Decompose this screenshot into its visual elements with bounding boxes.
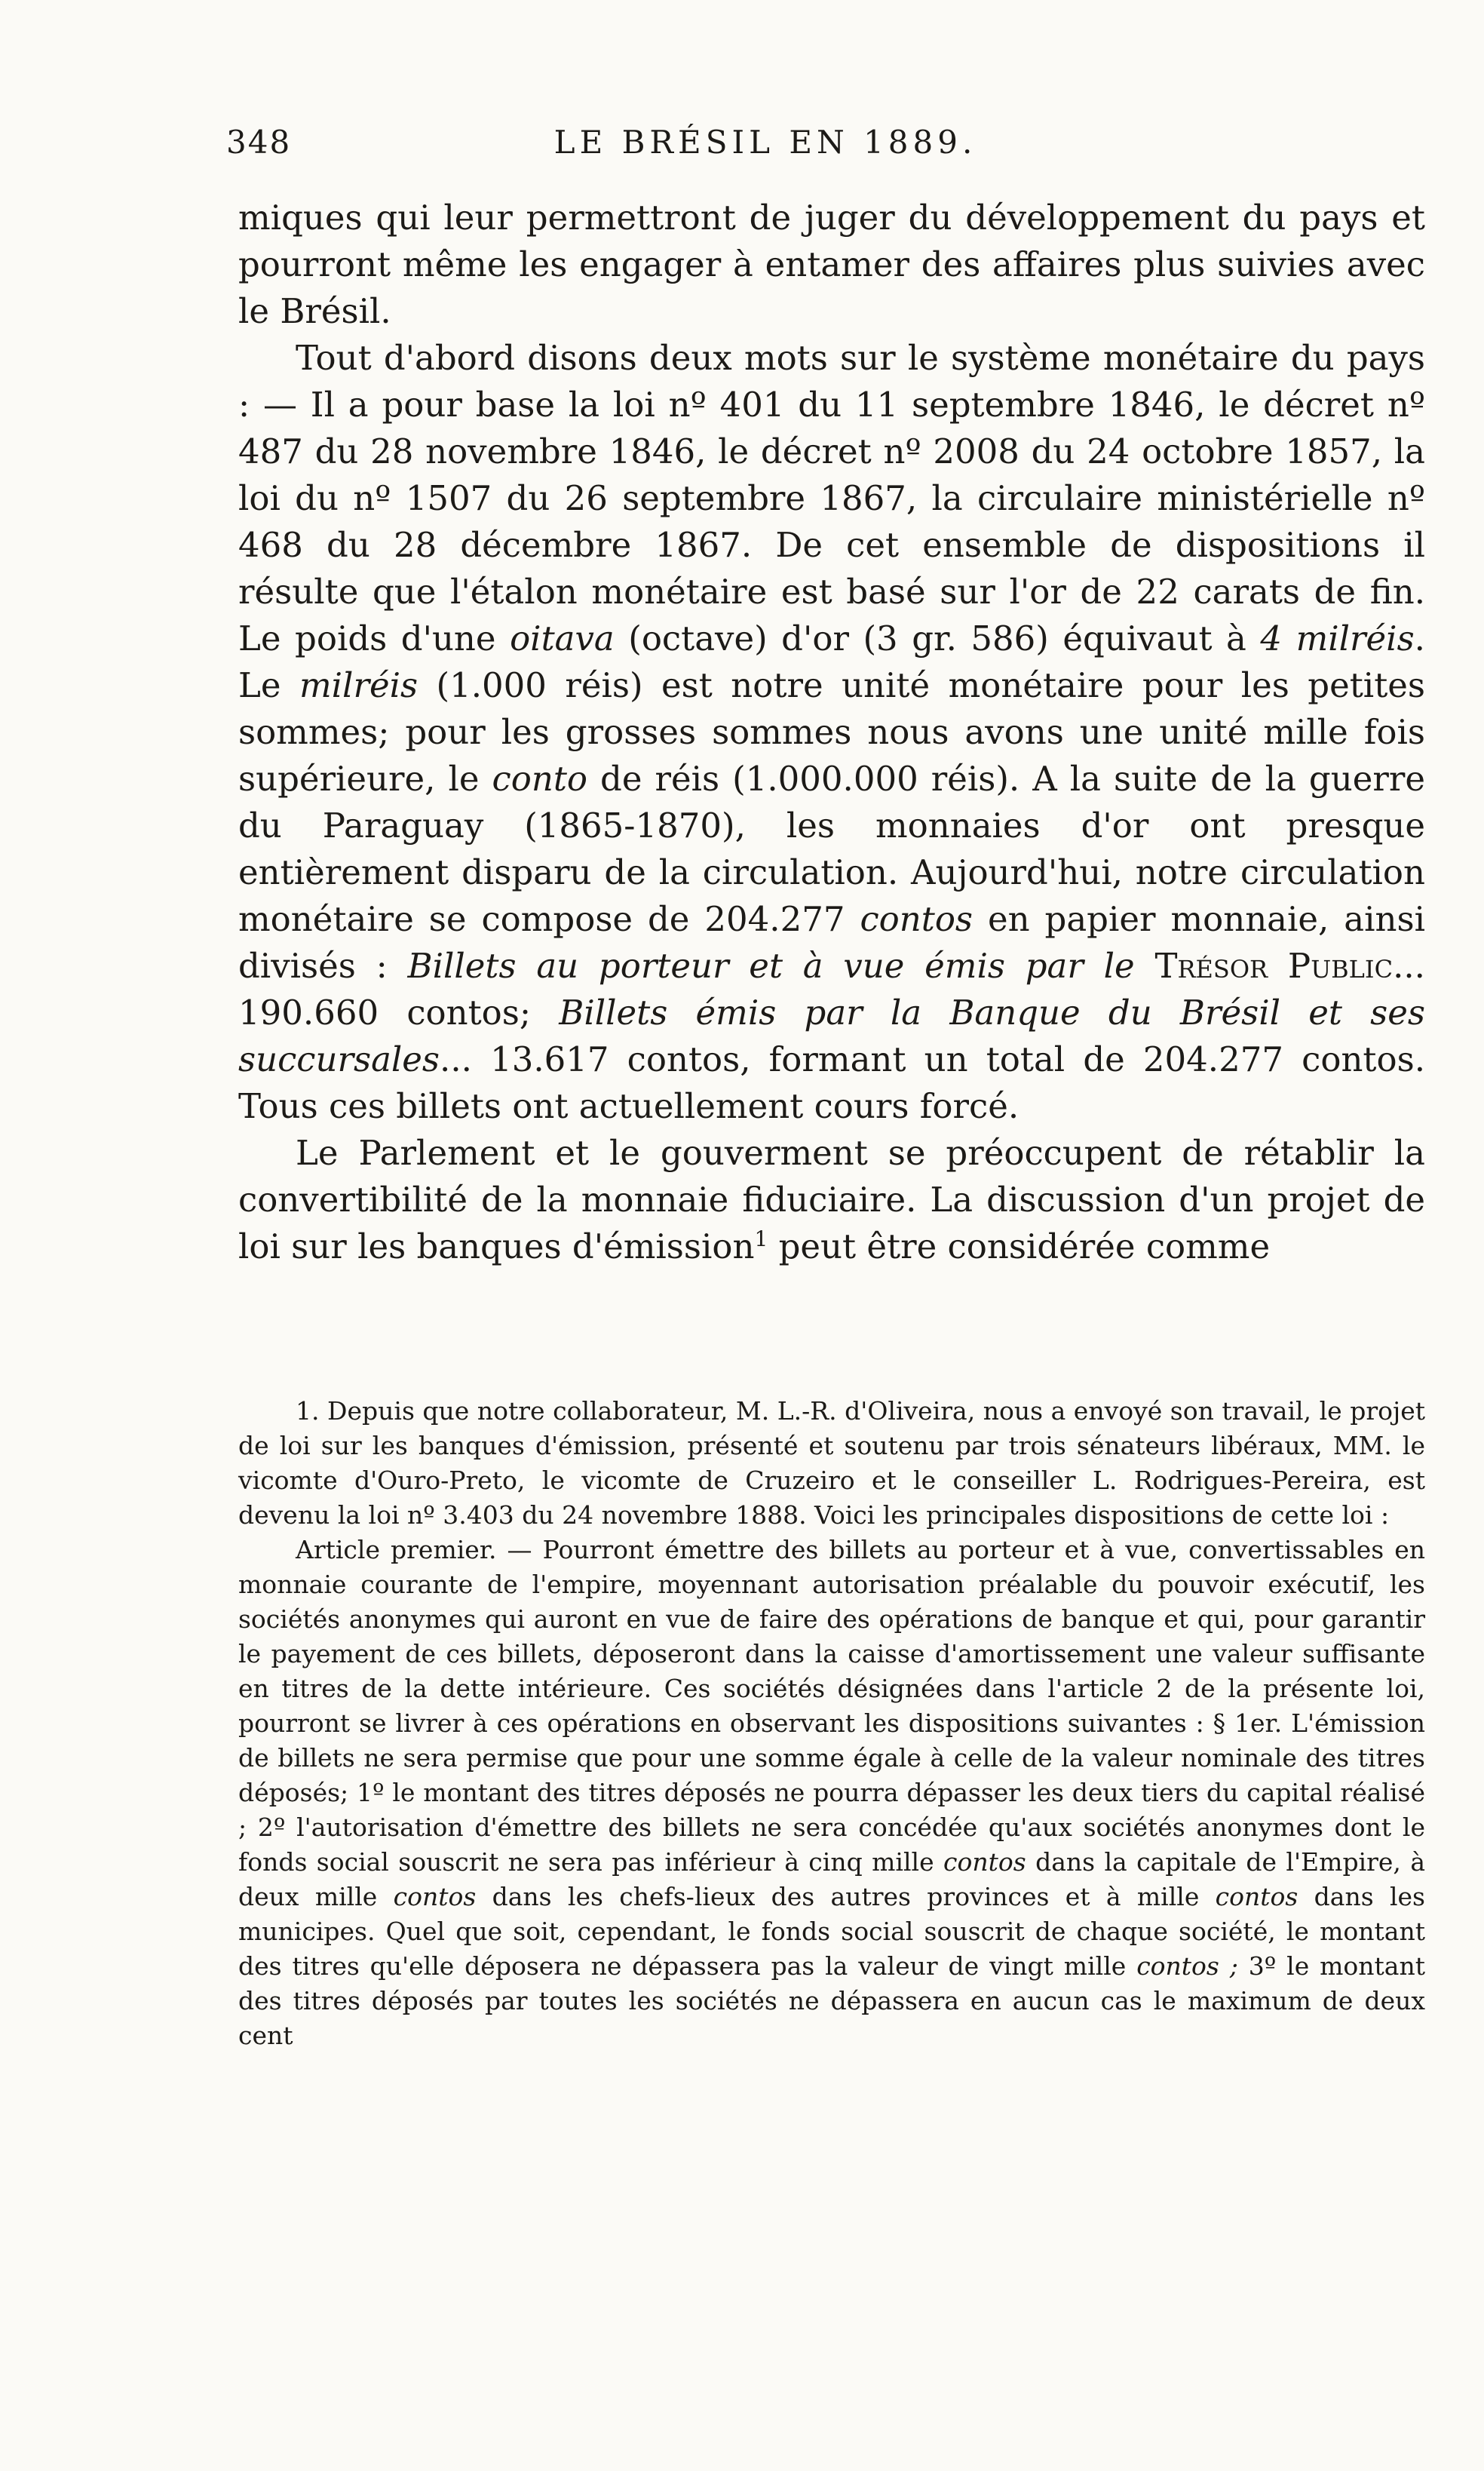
- page-header: [226, 124, 1425, 176]
- text-run: peut être considérée comme: [768, 1226, 1271, 1266]
- italic-term: milréis: [299, 665, 419, 705]
- text-run: . Le: [238, 619, 1425, 705]
- italic-term: contos: [860, 899, 973, 939]
- italic-term: contos: [1215, 1882, 1298, 1911]
- text-run: ... 13.617 contos, formant un total de 204.277 contos. Tous ces billets ont actuellement cours forcé.: [238, 1039, 1425, 1126]
- page-number: 348: [226, 124, 292, 161]
- italic-term: conto: [492, 759, 587, 799]
- text-run: (1.000 réis) est notre unité monétaire pour les petites sommes; pour les grosses sommes nous avons une unité mille fois supérieure, le: [238, 665, 1426, 799]
- text-run: 3º le montant des titres déposés par toutes les sociétés ne dépassera en aucun cas le maximum de deux cent: [238, 1951, 1425, 2050]
- italic-term: 4 milréis: [1260, 619, 1415, 658]
- italic-term: Billets au porteur et à vue émis par le: [407, 946, 1135, 986]
- paragraph-continued: miques qui leur permettront de juger du développement du pays et pourront même les engager à entamer des affaires plus suivies avec le Brésil.: [238, 198, 1425, 331]
- text-run: ... 190.660 contos;: [238, 946, 1425, 1033]
- text-run: Tout d'abord disons deux mots sur le système monétaire du pays : — Il a pour base la loi nº 401 du 11 septembre 1846, le décret nº 487 du 28 novembre 1846, le décret nº 2008 du 24 octobre 1857, la loi du nº 1507 du 26 septembre 1867, la circulaire ministérielle nº 468 du 28 décembre 1867. De cet ensemble de dispositions il résulte que l'étalon monétaire est basé sur l'or de 22 carats de fin. Le poids d'une: [238, 338, 1425, 658]
- footnote-reference: 1: [754, 1226, 768, 1251]
- small-caps-term: Trésor Public: [1154, 946, 1394, 986]
- italic-term: contos ;: [1136, 1951, 1238, 1981]
- italic-term: contos: [943, 1847, 1026, 1877]
- text-run: dans les municipes. Quel que soit, cependant, le fonds social souscrit de chaque société, le montant des titres qu'elle déposera ne dépassera pas la valeur de vingt mille: [238, 1882, 1425, 1981]
- footnote-1: 1. Depuis que notre collaborateur, M. L.-R. d'Oliveira, nous a envoyé son travail, le projet de loi sur les banques d'émission, présenté et soutenu par trois sénateurs libéraux, MM. le vicomte d'Ouro-Preto, le vicomte de Cruzeiro et le conseiller L. Rodrigues-Pereira, est devenu la loi nº 3.403 du 24 novembre 1888. Voici les principales dispositions de cette loi :: [238, 1396, 1425, 1530]
- paragraph-convertibility: [238, 1130, 1425, 1270]
- text-run: Article premier. — Pourront émettre des billets au porteur et à vue, convertissables en monnaie courante de l'empire, moyennant autorisation préalable du pouvoir exécutif, les sociétés anonymes qui auront en vue de faire des opérations de banque et qui, pour garantir le payement de ces billets, déposeront dans la caisse d'amortissement une valeur suffisante en titres de la dette intérieure. Ces sociétés désignées dans l'article 2 de la présente loi, pourront se livrer à ces opérations en observant les dispositions suivantes : § 1er. L'émission de billets ne sera permise que pour une somme égale à celle de la valeur nominale des titres déposés; 1º le montant des titres déposés ne pourra dépasser les deux tiers du capital réalisé ; 2º l'autorisation d'émettre des billets ne sera concédée qu'aux sociétés anonymes dont le fonds social souscrit ne sera pas inférieur à cinq mille: [238, 1535, 1425, 1877]
- paragraph-monetary-system: [238, 335, 1425, 1130]
- text-run: dans les chefs-lieux des autres provinces et à mille: [476, 1882, 1216, 1911]
- text-run: (octave) d'or (3 gr. 586) équivaut à: [614, 619, 1261, 658]
- italic-term: oitava: [510, 619, 615, 658]
- main-text: [238, 195, 1425, 1270]
- text-run: Le Parlement et le gouverment se préoccupent de rétablir la convertibilité de la monnaie fiduciaire. La discussion d'un projet de loi sur les banques d'émission: [238, 1133, 1425, 1266]
- footnote-law-article: [238, 1533, 1425, 2053]
- running-title: LE BRÉSIL EN 1889.: [553, 124, 977, 161]
- text-run: en papier monnaie, ainsi divisés :: [238, 899, 1425, 986]
- text-run: dans la capitale de l'Empire, à deux mille: [238, 1847, 1425, 1911]
- footnotes: [238, 1394, 1425, 2053]
- italic-term: contos: [393, 1882, 477, 1911]
- text-run: de réis (1.000.000 réis). A la suite de la guerre du Paraguay (1865-1870), les monnaies d'or ont presque entièrement disparu de la circulation. Aujourd'hui, notre circulation monétaire se compose de 204.277: [238, 759, 1425, 939]
- italic-term: Billets émis par la Banque du Brésil et ses succursales: [238, 993, 1425, 1079]
